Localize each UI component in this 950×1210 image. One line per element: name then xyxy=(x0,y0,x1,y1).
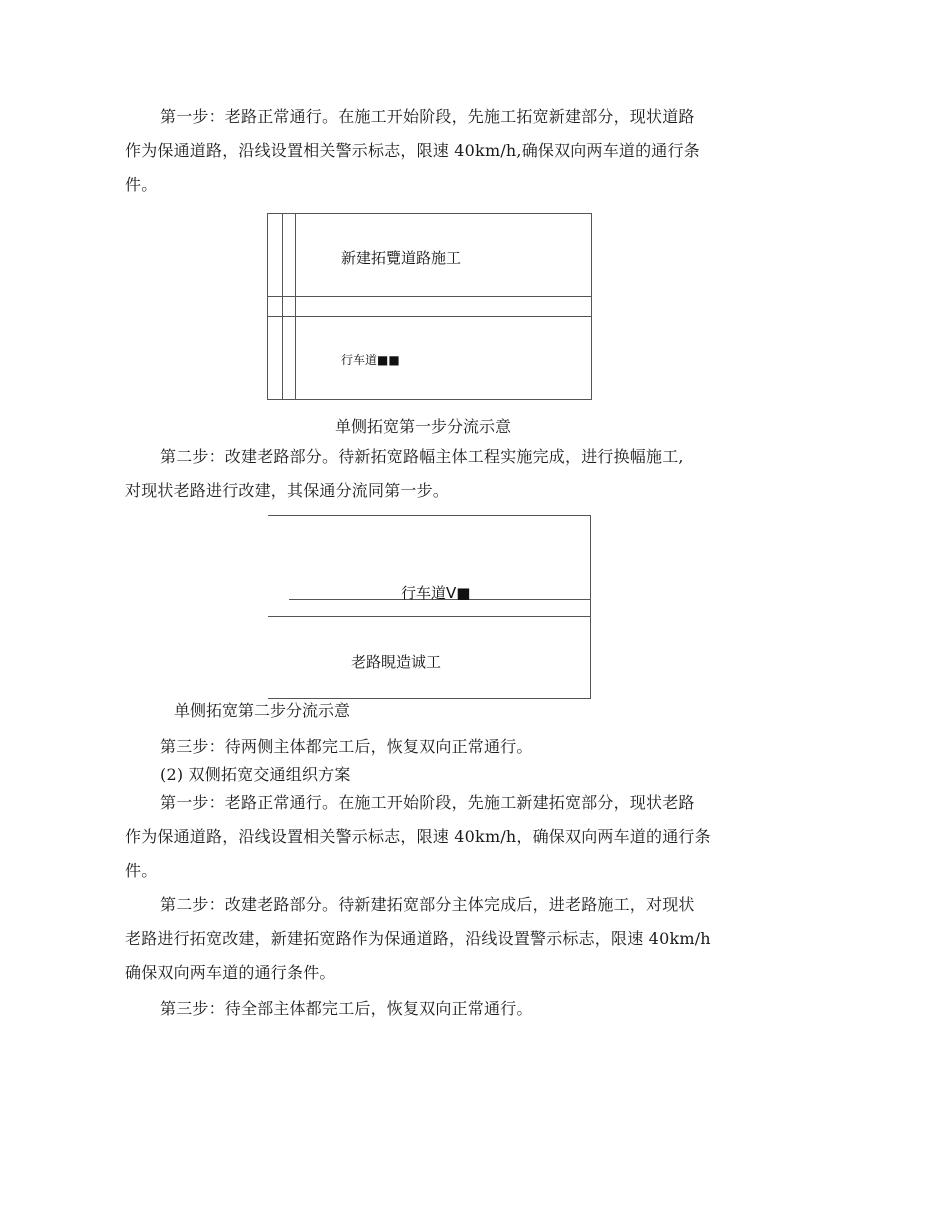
paragraph-line: 第三步：待全部主体都完工后，恢复双向正常通行。 xyxy=(160,999,533,1018)
diagram-single-side-step1 xyxy=(267,213,592,400)
diagram-divider xyxy=(282,214,283,399)
diagram-divider xyxy=(268,316,591,317)
paragraph-line: 第二步：改建老路部分。待新拓宽路幅主体工程实施完成，进行换幅施工, xyxy=(160,447,684,466)
paragraph-line: 件。 xyxy=(125,175,158,194)
paragraph-line: 件。 xyxy=(125,861,158,880)
diagram-caption: 单侧拓宽第一步分流示意 xyxy=(335,417,512,436)
paragraph-line: 第三步：待两侧主体都完工后，恢复双向正常通行。 xyxy=(160,737,533,756)
paragraph-line: 第一步：老路正常通行。在施工开始阶段，先施工拓宽新建部分，现状道路 xyxy=(160,107,695,126)
diagram-divider xyxy=(295,214,296,399)
paragraph-line: 对现状老路进行改建，其保通分流同第一步。 xyxy=(125,481,450,500)
diagram-label-new-construction: 新建拓覽道路施工 xyxy=(341,249,462,267)
section-heading: (2) 双侧拓宽交通组织方案 xyxy=(160,765,351,784)
paragraph-line: 作为保通道路，沿线设置相关警示标志，限速 40km/h,确保双向两车道的通行条 xyxy=(125,141,700,160)
paragraph-line: 老路进行拓宽改建，新建拓宽路作为保通道路，沿线设置警示标志，限速 40km/h xyxy=(125,929,711,948)
diagram-label-lane: 行车道■■ xyxy=(341,353,400,367)
diagram-caption: 单侧拓宽第二步分流示意 xyxy=(174,701,351,720)
diagram-single-side-step2 xyxy=(268,515,591,699)
diagram-divider xyxy=(268,296,591,297)
paragraph-line: 确保双向两车道的通行条件。 xyxy=(125,963,336,982)
diagram-divider xyxy=(268,616,590,617)
paragraph-line: 作为保通道路，沿线设置相关警示标志，限速 40km/h，确保双向两车道的通行条 xyxy=(125,827,711,846)
diagram-label-lane: 行车道V■ xyxy=(401,584,471,602)
diagram-label-old-road-construction: 老路睍造诚工 xyxy=(351,653,442,671)
paragraph-line: 第一步：老路正常通行。在施工开始阶段，先施工新建拓宽部分，现状老路 xyxy=(160,793,695,812)
paragraph-line: 第二步：改建老路部分。待新建拓宽部分主体完成后，进老路施工，对现状 xyxy=(160,895,695,914)
